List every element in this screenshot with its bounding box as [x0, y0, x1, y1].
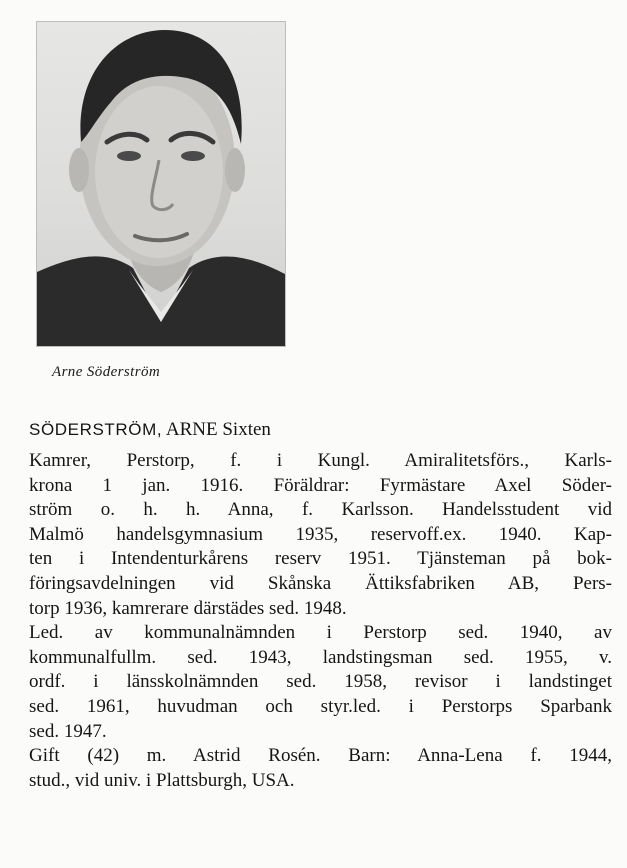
text-line: stud., vid univ. i Plattsburgh, USA. — [29, 769, 295, 791]
text-line: sed. 1961, huvudman och styr.led. i Perstorps Sparbank — [29, 695, 612, 717]
text-line: sed. 1947. — [29, 720, 107, 742]
portrait-photo — [36, 21, 286, 347]
biography-entry — [29, 418, 612, 793]
text-line: Led. av kommunalnämnden i Perstorp sed. 1940, av — [29, 622, 612, 644]
text-line: föringsavdelningen vid Skånska Ättiksfabriken AB, Pers- — [29, 572, 612, 594]
entry-heading — [29, 418, 612, 442]
paragraph-family — [29, 744, 612, 793]
text-line: krona 1 jan. 1916. Föräldrar: Fyrmästare Axel Söder- — [29, 474, 612, 496]
text-line: Malmö handelsgymnasium 1935, reservoff.ex. 1940. Kap- — [29, 523, 612, 545]
portrait-illustration — [37, 22, 285, 346]
photo-caption: Arne Söderström — [52, 364, 161, 380]
text-line: kommunalfullm. sed. 1943, landstingsman sed. 1955, v. — [29, 646, 612, 668]
entry-given-names: ARNE Sixten — [165, 419, 271, 440]
text-line: ström o. h. h. Anna, f. Karlsson. Handelsstudent vid — [29, 499, 612, 521]
text-line: Gift (42) m. Astrid Rosén. Barn: Anna-Lena f. 1944, — [29, 745, 612, 767]
paragraph-public-offices — [29, 621, 612, 744]
text-line: ten i Intendenturkårens reserv 1951. Tjänsteman på bok- — [29, 548, 612, 570]
paragraph-career — [29, 449, 612, 621]
text-line: ordf. i länsskolnämnden sed. 1958, revisor i landstinget — [29, 671, 612, 693]
text-line: Kamrer, Perstorp, f. i Kungl. Amiralitetsförs., Karls- — [29, 450, 612, 471]
text-line: torp 1936, kamrerare därstädes sed. 1948. — [29, 597, 347, 619]
entry-surname: SÖDERSTRÖM, — [29, 420, 163, 439]
